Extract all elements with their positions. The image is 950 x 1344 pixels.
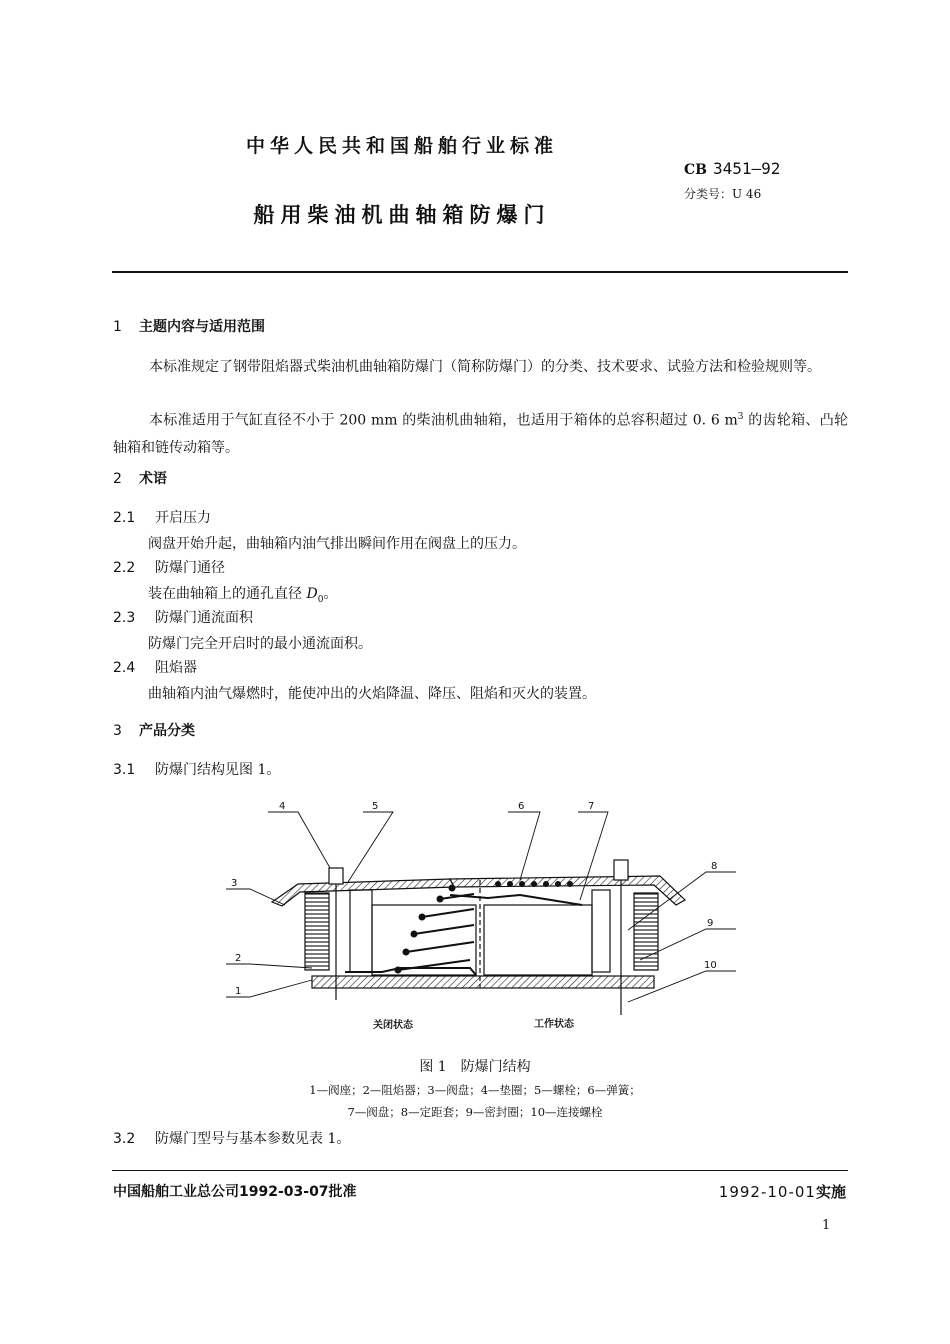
valve-cover-closed bbox=[272, 879, 454, 906]
standard-prefix: CB bbox=[684, 162, 707, 178]
term-2-3-definition: 防爆门完全开启时的最小通流面积。 bbox=[148, 636, 372, 652]
standard-number: 3451—92 bbox=[712, 159, 781, 178]
approval-line: 中国船舶工业总公司1992-03-07批准 bbox=[113, 1184, 357, 1200]
leader-4 bbox=[268, 812, 330, 868]
callout-3: 3 bbox=[231, 878, 238, 889]
term-2-4: 2.4 阻焰器 bbox=[113, 660, 197, 676]
flame-arrester-left bbox=[305, 893, 329, 970]
term-2-2-definition: 装在曲轴箱上的通孔直径 $D_0$。 bbox=[148, 586, 338, 605]
valve-seat-plate bbox=[312, 976, 654, 988]
callout-9: 9 bbox=[707, 918, 714, 929]
callout-6: 6 bbox=[518, 801, 525, 812]
callout-8: 8 bbox=[711, 861, 718, 872]
header-rule bbox=[112, 271, 848, 273]
clause-3-2: 3.2 防爆门型号与基本参数见表 1。 bbox=[113, 1131, 351, 1147]
paragraph-applicability: 本标准适用于气缸直径不小于 200 mm 的柴油机曲轴箱，也适用于箱体的总容积超过 0. 6 $m^3$ 的齿轮箱、凸轮轴箱和链传动箱等。 bbox=[113, 412, 849, 456]
section-heading-1: 1 主题内容与适用范围 bbox=[113, 319, 265, 335]
effective-line bbox=[719, 1181, 846, 1202]
clause-3-1: 3.1 防爆门结构见图 1。 bbox=[113, 762, 281, 778]
document-title: 船用柴油机曲轴箱防爆门 bbox=[253, 203, 551, 227]
leader-6 bbox=[508, 812, 540, 880]
term-2-4-definition: 曲轴箱内油气爆燃时，能使冲出的火焰降温、降压、阻焰和灭火的装置。 bbox=[148, 686, 596, 702]
callout-7: 7 bbox=[588, 801, 595, 812]
footer-rule bbox=[112, 1170, 848, 1171]
term-2-1: 2.1 开启压力 bbox=[113, 510, 211, 526]
paragraph-scope: 本标准规定了钢带阻焰器式柴油机曲轴箱防爆门（简称防爆门）的分类、技术要求、试验方法和检验规则等。 bbox=[149, 359, 821, 375]
section-heading-2: 2 术语 bbox=[113, 471, 167, 487]
standard-code bbox=[684, 159, 780, 178]
figure-legend-line-1: 1—阀座；2—阻焰器；3—阀盘；4—垫圈；5—螺栓；6—弹簧； bbox=[309, 1083, 641, 1097]
leader-7 bbox=[578, 812, 608, 900]
classification-number: 分类号：U 46 bbox=[684, 187, 762, 201]
leader-2 bbox=[226, 964, 312, 968]
term-2-2: 2.2 防爆门通径 bbox=[113, 560, 225, 576]
callout-10: 10 bbox=[704, 960, 717, 971]
callout-4: 4 bbox=[279, 801, 286, 812]
callout-1: 1 bbox=[235, 986, 242, 997]
effective-date: 1992-10-01 bbox=[718, 1183, 816, 1201]
page-number: 1 bbox=[822, 1218, 831, 1233]
leader-5 bbox=[348, 812, 393, 882]
state-working-label: 工作状态 bbox=[534, 1019, 574, 1030]
term-2-1-definition: 阀盘开始升起，曲轴箱内油气排出瞬间作用在阀盘上的压力。 bbox=[148, 536, 526, 552]
flame-arrester-right bbox=[634, 893, 658, 970]
figure-legend-line-2: 7—阀盘；8—定距套；9—密封圈；10—连接螺栓 bbox=[347, 1105, 603, 1119]
explosion-door-diagram bbox=[220, 792, 750, 1042]
term-2-3: 2.3 防爆门通流面积 bbox=[113, 610, 253, 626]
state-closed-label: 关闭状态 bbox=[373, 1020, 413, 1031]
section-heading-3: 3 产品分类 bbox=[113, 723, 195, 739]
standard-organization: 中华人民共和国船舶行业标准 bbox=[245, 135, 558, 157]
callout-5: 5 bbox=[372, 801, 379, 812]
callout-2: 2 bbox=[235, 953, 242, 964]
effective-label: 实施 bbox=[815, 1183, 846, 1201]
figure-caption: 图 1 防爆门结构 bbox=[419, 1059, 531, 1075]
